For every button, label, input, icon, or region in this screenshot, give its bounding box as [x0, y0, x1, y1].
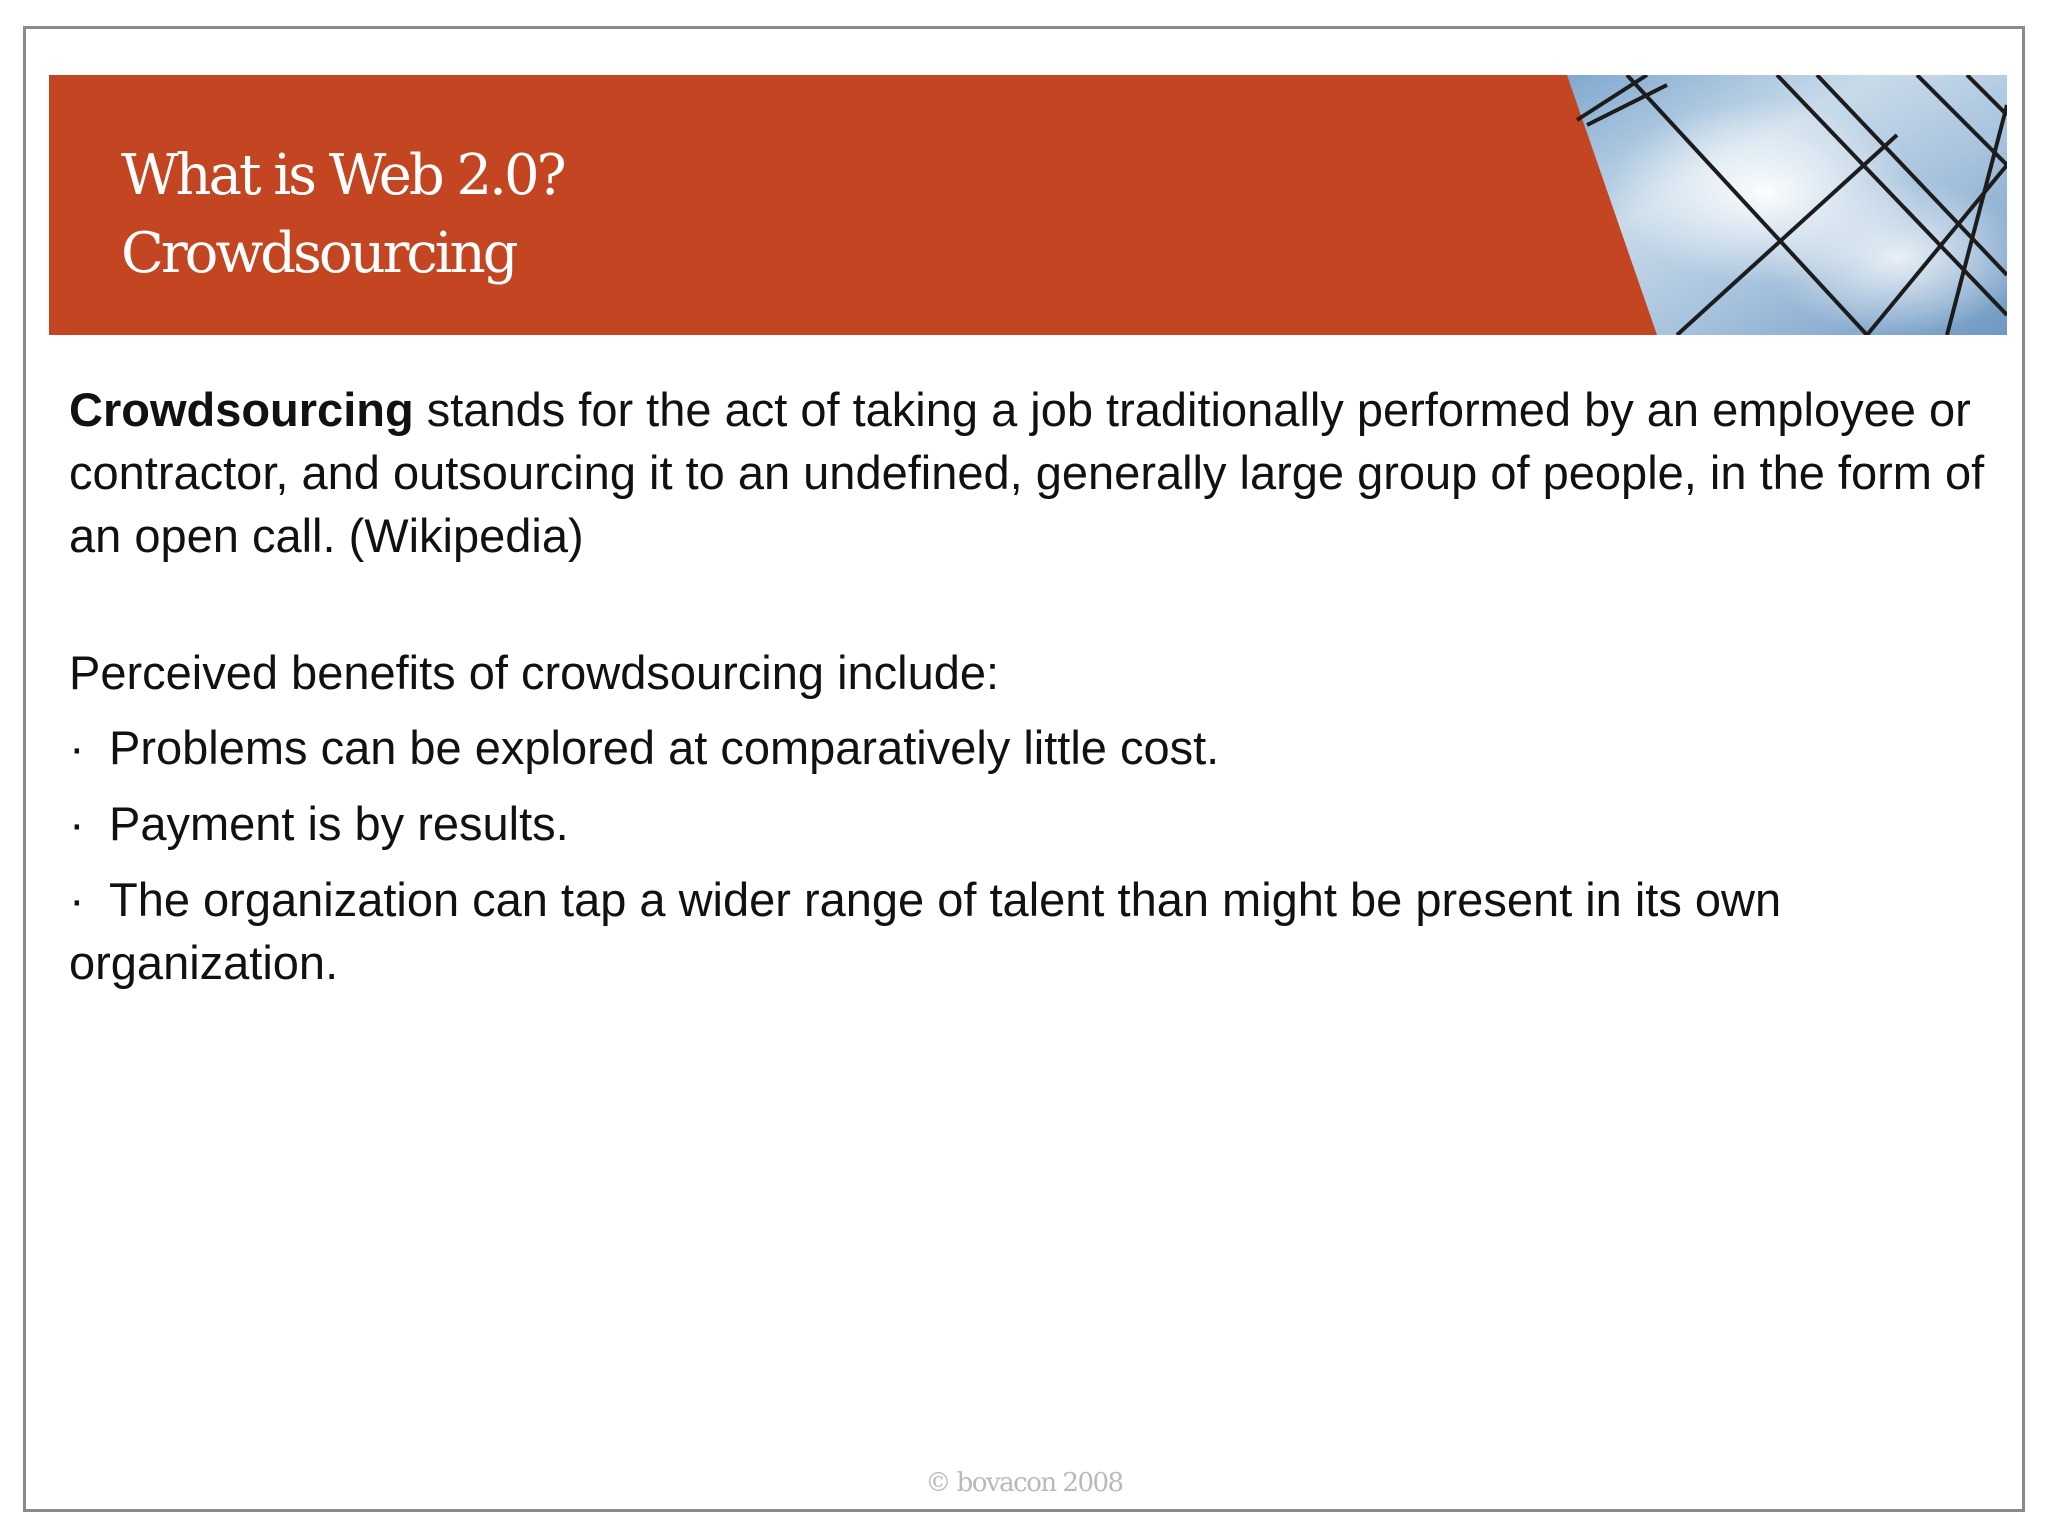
glass-building-photo	[1567, 75, 2007, 335]
slide-title	[121, 137, 564, 293]
bullet-dot: ·	[69, 873, 85, 926]
copyright-footer: © bovacon 2008	[925, 1468, 1123, 1498]
benefit-text: Problems can be explored at comparatively little cost.	[109, 721, 1220, 774]
benefit-item	[69, 716, 1989, 779]
benefit-item	[69, 792, 1989, 855]
definition-paragraph	[69, 378, 1989, 567]
benefit-text: The organization can tap a wider range of talent than might be present in its own organization.	[69, 873, 1782, 989]
benefit-text: Payment is by results.	[109, 797, 569, 850]
slide-body	[69, 378, 1989, 1007]
benefit-item	[69, 868, 1989, 994]
definition-term: Crowdsourcing	[69, 383, 414, 436]
benefit-list	[69, 716, 1989, 994]
bullet-dot: ·	[69, 797, 85, 850]
slide-title-line-1: What is Web 2.0?	[121, 143, 564, 208]
slide-title-line-2: Crowdsourcing	[121, 221, 516, 286]
definition-text: stands for the act of taking a job traditionally performed by an employee or contractor, and outsourcing it to an undefined, generally large group of people, in the form of an open call. (Wikipedia)	[69, 383, 1985, 562]
benefits-intro: Perceived benefits of crowdsourcing include:	[69, 646, 1000, 699]
bullet-dot: ·	[69, 721, 85, 774]
header-band	[49, 75, 2007, 335]
